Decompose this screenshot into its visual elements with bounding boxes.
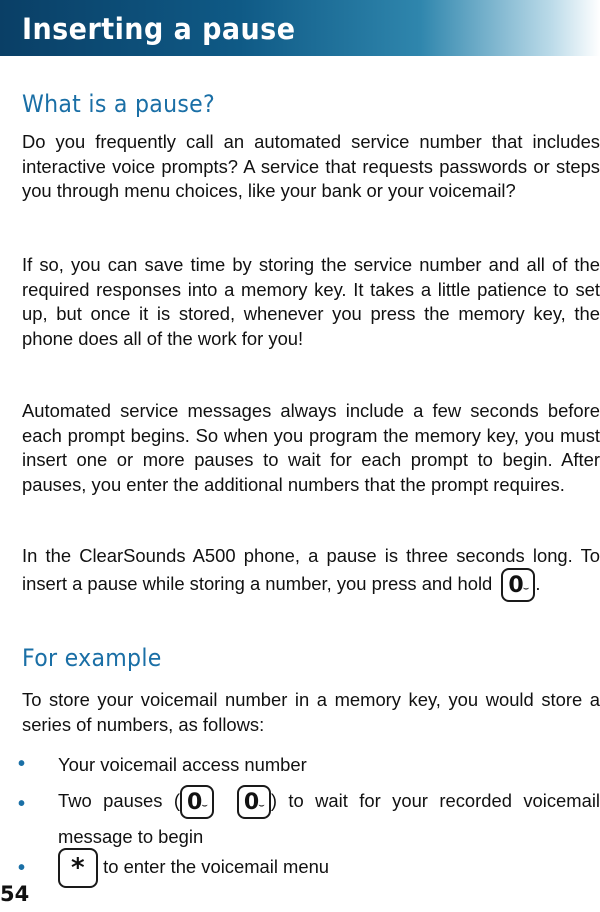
- page-number: 54: [0, 882, 30, 906]
- star-key-icon: *: [58, 848, 98, 888]
- bullet-2-text: [58, 783, 600, 855]
- title-banner: [0, 0, 600, 56]
- pause-length-period: .: [535, 572, 541, 594]
- paragraph-automated-messages: Automated service messages always include a few seconds before each prompt begins. So when you program the memory key, you must insert one or more pauses to wait for each prompt to begin. After pauses, you enter the additional numbers that the prompt requires.: [22, 400, 600, 495]
- section-heading-what-is-pause: What is a pause?: [22, 90, 216, 118]
- zero-key-icon: 0 ⌣: [237, 785, 271, 819]
- bullet-3-label: to enter the voicemail menu: [103, 855, 330, 877]
- bullet-2-pre: Two pauses (: [58, 790, 180, 811]
- page-title: Inserting a pause: [22, 12, 296, 46]
- paragraph-intro: Do you frequently call an automated service number that includes interactive voice prompts? A service that requests passwords or steps you through menu choices, like your bank or your voicemail?: [22, 131, 600, 202]
- bullet-2-post: ) to wait for your recorded voicemail message to begin: [58, 790, 600, 848]
- pause-length-text: In the ClearSounds A500 phone, a pause is three seconds long. To insert a pause while storing a number, you press and hold: [22, 545, 600, 594]
- bullet-3-text: [58, 848, 600, 888]
- bullet-1-text: Your voicemail access number: [58, 754, 307, 775]
- section-heading-for-example: For example: [22, 644, 162, 672]
- zero-key-icon: 0 ⌣: [501, 568, 535, 602]
- bullet-1-marker: •: [18, 753, 26, 775]
- paragraph-save-time: If so, you can save time by storing the service number and all of the required responses into a memory key. It takes a little patience to set up, but once it is stored, whenever you press the memory key, the phone does all of the work for you!: [22, 254, 600, 349]
- paragraph-example-intro: To store your voicemail number in a memory key, you would store a series of numbers, as follows:: [22, 689, 600, 735]
- bullet-2-marker: •: [18, 793, 26, 815]
- zero-key-icon: 0 ⌣: [180, 785, 214, 819]
- paragraph-pause-length: [22, 543, 600, 602]
- bullet-3-marker: •: [18, 857, 26, 879]
